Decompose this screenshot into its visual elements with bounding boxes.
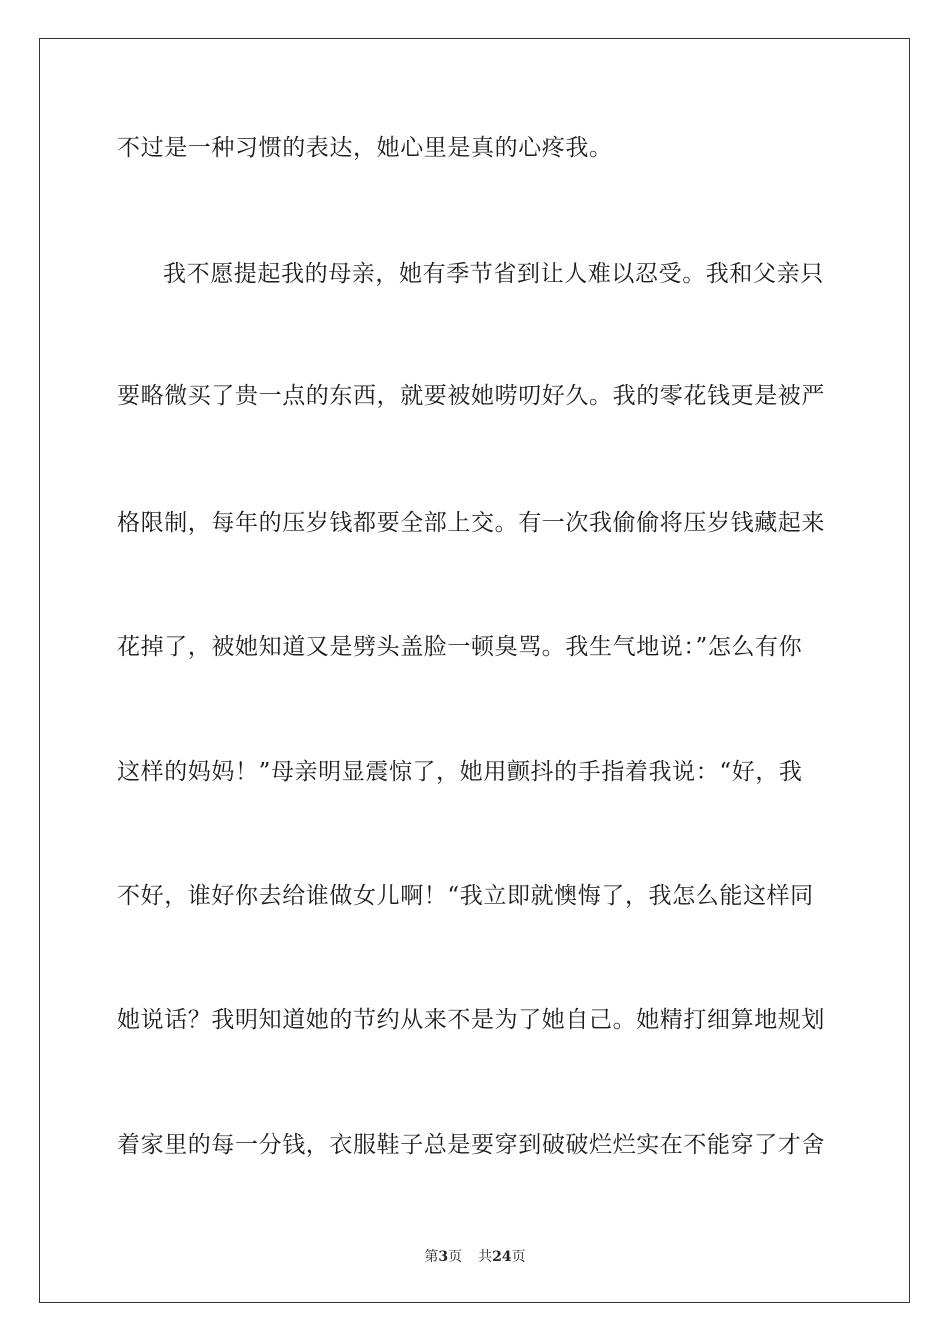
text-line-6: 这样的妈妈！”母亲明显震惊了，她用颤抖的手指着我说：“好，我 [117, 759, 803, 785]
page-footer [0, 1248, 950, 1266]
page-border [39, 38, 910, 1303]
text-line-5: 花掉了，被她知道又是劈头盖脸一顿臭骂。我生气地说：”怎么有你 [117, 634, 803, 660]
total-pages: 24 [492, 1249, 512, 1265]
page-number-label: 第3页 [424, 1249, 463, 1265]
text-line-2: 我不愿提起我的母亲，她有季节省到让人难以忍受。我和父亲只 [163, 261, 824, 287]
text-line-1: 不过是一种习惯的表达，她心里是真的心疼我。 [117, 135, 613, 161]
text-line-8: 她说话？我明知道她的节约从来不是为了她自己。她精打细算地规划 [117, 1007, 825, 1033]
text-line-4: 格限制，每年的压岁钱都要全部上交。有一次我偷偷将压岁钱藏起来 [117, 510, 825, 536]
text-line-3: 要略微买了贵一点的东西，就要被她唠叨好久。我的零花钱更是被严 [117, 383, 825, 409]
text-line-9: 着家里的每一分钱，衣服鞋子总是要穿到破破烂烂实在不能穿了才舍 [117, 1132, 825, 1158]
page-number: 3 [438, 1249, 449, 1265]
text-line-7: 不好，谁好你去给谁做女儿啊！“我立即就懊悔了，我怎么能这样同 [117, 883, 814, 909]
total-pages-label: 共24页 [478, 1249, 526, 1265]
